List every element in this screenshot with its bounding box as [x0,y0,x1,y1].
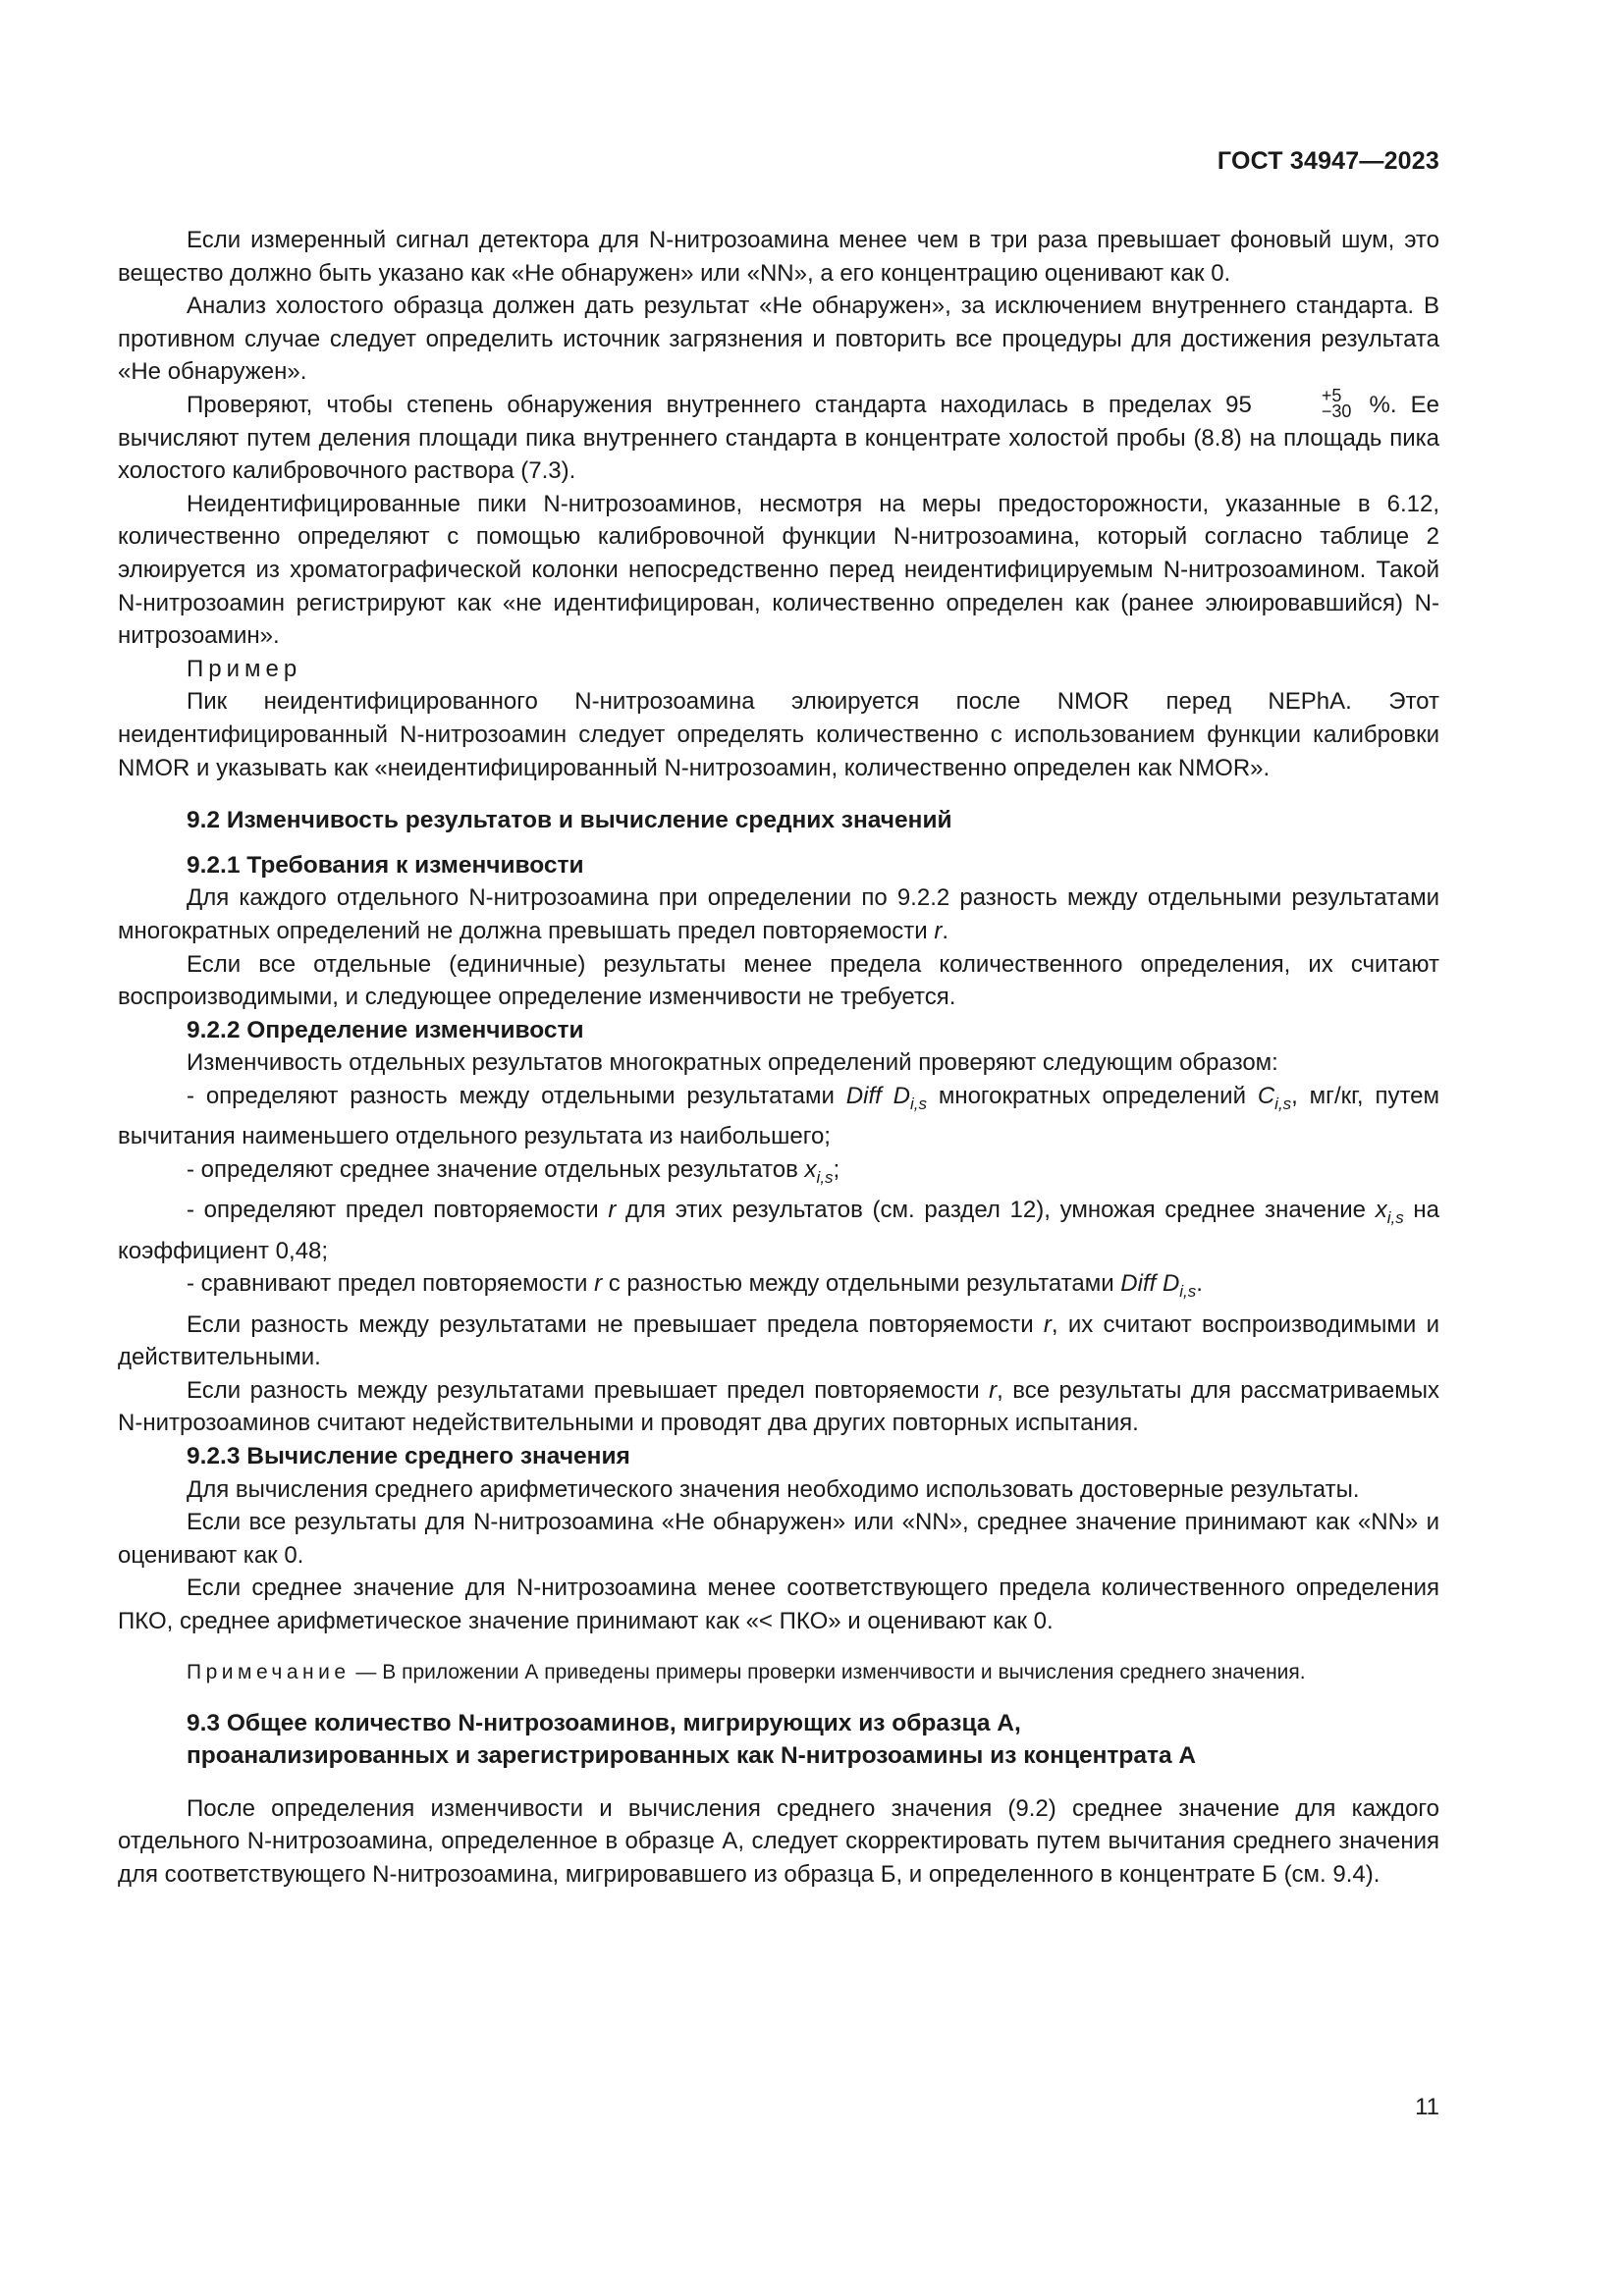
section-heading-line: 9.3 Общее количество N-нитрозоаминов, мигрирующих из образца А, [187,1709,1021,1736]
subsection-heading-9-2-1: 9.2.1 Требования к изменчивости [187,851,584,879]
paragraph-922-intro: Изменчивость отдельных результатов многократных определений проверяют следующим образом: [187,1049,1278,1077]
tolerance [1253,385,1352,421]
text: Проверяют, чтобы степень обнаружения внутреннего стандарта находилась в пределах 95 [187,391,1252,418]
text: x [804,1155,817,1183]
subscript: i,s [1179,1282,1197,1302]
text: , их считают воспроизводимыми и действительными. [118,1310,1440,1371]
text: многократных определений [926,1082,1258,1109]
paragraph-921b: Если все отдельные (единичные) результаты менее предела количественного определения, их считают воспроизводимыми, и следующее определение изменчивости не требуется. [118,950,1439,1011]
subsection-heading-9-2-3: 9.2.3 Вычисление среднего значения [187,1443,630,1470]
note [118,1658,1439,1687]
symbol-r: r [934,917,943,944]
text: %. Ее вычисляют путем деления площади пика внутреннего стандарта в концентрате холостой пробы (8.8) на площадь пика холостого калибровочного раствора (7.3). [118,391,1440,485]
symbol-c [1257,1082,1292,1113]
paragraph-unidentified-peaks: Неидентифицированные пики N-нитрозоаминов, несмотря на меры предосторожности, указанные в 6.12, количественно определяют с помощью калибровочной функции N-нитрозоамина, который согласно таблице 2 элюируется из хроматографической колонки непосредственно перед неидентифицируемым N-нитрозоамином. Такой N-нитрозоамин регистрируют как «не идентифицирован, количественно определен как (ранее элюировавшийся) N-нитрозоамин». [118,490,1439,650]
text: C [1257,1082,1275,1109]
text: - определяют предел повторяемости [187,1197,609,1224]
text: . [942,917,949,944]
paragraph-923a: Для вычисления среднего арифметического значения необходимо использовать достоверные результаты. [187,1475,1360,1503]
tolerance-plus: +5 [1321,385,1342,405]
paragraph-internal-standard [118,385,1440,488]
symbol-r: r [608,1197,617,1224]
paragraph-931: После определения изменчивости и вычисления среднего значения (9.2) среднее значение для каждого отдельного N-нитрозоамина, определенное в образце А, следует скорректировать путем вычитания среднего значения для соответствующего N-нитрозоамина, мигрировавшего из образца Б, и определенного в концентрате Б (см. 9.4). [118,1794,1439,1888]
text: , все результаты для рассматриваемых N-нитрозоаминов считают недействительными и проводят два других повторных испытания. [118,1376,1439,1437]
list-item [118,1080,1439,1153]
text: x [1375,1197,1387,1224]
symbol-x [804,1155,834,1187]
document-body [118,224,1439,1892]
paragraph-923b: Если все результаты для N-нитрозоамина «Не обнаружен» или «NN», среднее значение принимают как «NN» и оценивают как 0. [118,1509,1439,1569]
tolerance-minus: −30 [1321,400,1352,421]
text: Diff D [1120,1270,1180,1298]
symbol-r: r [1043,1310,1052,1338]
paragraph-example: Пик неидентифицированного N-нитрозоамина элюируется после NMOR перед NEPhA. Этот неидентифицированный N-нитрозоамин следует определять количественно с использованием функции калибровки NMOR и указывать как «неидентифицированный N-нитрозоамин, количественно определен как NMOR». [118,688,1439,781]
text: - определяют среднее значение отдельных результатов [187,1155,805,1183]
subscript: i,s [816,1167,834,1187]
text: . [1196,1270,1203,1298]
text: Diff D [845,1082,910,1109]
section-heading-line: проанализированных и зарегистрированных как N-нитрозоамины из концентрата А [187,1742,1197,1770]
text: ; [833,1155,840,1183]
section-heading-9-3 [118,1707,1439,1773]
list-item [118,1194,1439,1267]
subsection-heading-9-2-2: 9.2.2 Определение изменчивости [187,1016,584,1043]
section-heading-9-2: 9.2 Изменчивость результатов и вычисление средних значений [187,807,952,834]
note-label: Примечание [187,1660,351,1683]
text: , мг/кг, путем вычитания наименьшего отдельного результата из наибольшего; [118,1082,1440,1150]
paragraph-923c: Если среднее значение для N-нитрозоамина менее соответствующего предела количественного определения ПКО, среднее арифметическое значение принимают как «< ПКО» и оценивают как 0. [118,1575,1439,1634]
text: Если разность между результатами не превышает предела повторяемости [187,1310,1044,1338]
list-item [118,1267,1439,1308]
page-number: 11 [1415,2094,1439,2120]
text: Для каждого отдельного N-нитрозоамина при определении по 9.2.2 разность между отдельными результатами многократных определений не должна превышать предел повторяемости [118,884,1439,944]
text: с разностью между отдельными результатами [602,1270,1121,1298]
paragraph-922d [118,1374,1439,1440]
subscript: i,s [1274,1094,1292,1113]
paragraph-signal-noise: Если измеренный сигнал детектора для N-нитрозоамина менее чем в три раза превышает фоновый шум, это вещество должно быть указано как «Не обнаружен» или «NN», а его концентрацию оценивают как 0. [118,227,1439,287]
subscript: i,s [1386,1208,1404,1228]
subscript: i,s [909,1094,927,1113]
text: Если разность между результатами превышает предел повторяемости [187,1376,990,1404]
symbol-x [1375,1197,1404,1228]
text: для этих результатов (см. раздел 12), умножая среднее значение [616,1197,1376,1224]
symbol-r: r [989,1376,998,1404]
note-text: — В приложении А приведены примеры проверки изменчивости и вычисления среднего значения. [350,1660,1306,1683]
list-item [118,1153,1439,1194]
text: на коэффициент 0,48; [118,1197,1439,1264]
symbol-r: r [594,1270,603,1298]
text: - определяют разность между отдельными результатами [187,1082,846,1109]
paragraph-blank-sample: Анализ холостого образца должен дать результат «Не обнаружен», за исключением внутреннего стандарта. В противном случае следует определить источник загрязнения и повторить все процедуры для достижения результата «Не обнаружен». [118,293,1439,386]
paragraph-921a [118,881,1439,947]
paragraph-922c [118,1308,1439,1374]
document-header: ГОСТ 34947—2023 [1217,147,1439,175]
symbol-diff [845,1082,927,1113]
symbol-diff [1120,1270,1197,1302]
text: - сравнивают предел повторяемости [187,1270,595,1298]
example-label: Пример [187,655,302,682]
